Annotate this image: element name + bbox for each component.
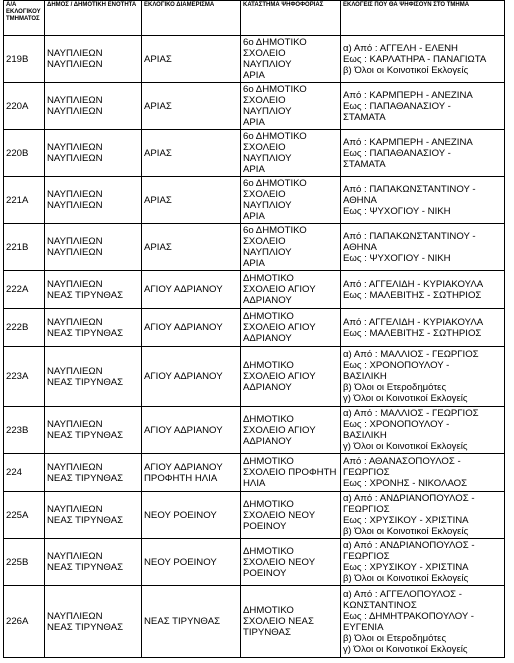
voters-cell: Από : ΚΑΡΜΠΕΡΗ - ΑΝΕΖΙΝΑ Εως : ΠΑΠΑΘΑΝΑΣΙΟΥ - ΣΤΑΜΑΤΑ — [341, 130, 505, 177]
table-row — [4, 492, 505, 539]
section-number-cell: 219Β — [4, 36, 45, 83]
municipality-cell: ΝΑΥΠΛΙΕΩΝ ΝΕΑΣ ΤΙΡΥΝΘΑΣ — [45, 347, 142, 407]
electoral-district-cell: ΑΡΙΑΣ — [142, 177, 241, 224]
table-row — [4, 309, 505, 347]
section-number-cell: 220Β — [4, 130, 45, 177]
municipality-cell: ΝΑΥΠΛΙΕΩΝ ΝΕΑΣ ΤΙΡΥΝΘΑΣ — [45, 492, 142, 539]
municipality-cell: ΝΑΥΠΛΙΕΩΝ ΝΕΑΣ ΤΙΡΥΝΘΑΣ — [45, 407, 142, 454]
voters-cell: α) Από : ΑΝΔΡΙΑΝΟΠΟΥΛΟΣ - ΓΕΩΡΓΙΟΣ Εως : ΧΡΥΣΙΚΟΥ - ΧΡΙΣΤΙΝΑ β) Όλοι οι Κοινοτικοί Εκλογείς — [341, 539, 505, 586]
table-row — [4, 130, 505, 177]
electoral-district-cell: ΝΕΑΣ ΤΙΡΥΝΘΑΣ — [142, 586, 241, 658]
section-number-cell: 225Β — [4, 539, 45, 586]
voters-cell: α) Από : ΑΝΔΡΙΑΝΟΠΟΥΛΟΣ - ΓΕΩΡΓΙΟΣ Εως : ΧΡΥΣΙΚΟΥ - ΧΡΙΣΤΙΝΑ β) Όλοι οι Κοινοτικοί Εκλογείς — [341, 492, 505, 539]
header-polling-station: ΚΑΤΑΣΤΗΜΑ ΨΗΦΟΦΟΡΙΑΣ — [241, 1, 341, 36]
header-electoral-district: ΕΚΛΟΓΙΚΟ ΔΙΑΜΕΡΙΣΜΑ — [142, 1, 241, 36]
voters-cell: Από : ΑΓΓΕΛΙΔΗ - ΚΥΡΙΑΚΟΥΛΑ Εως : ΜΑΛΕΒΙΤΗΣ - ΣΩΤΗΡΙΟΣ — [341, 271, 505, 309]
table-row — [4, 539, 505, 586]
electoral-district-cell: ΑΓΙΟΥ ΑΔΡΙΑΝΟΥ — [142, 309, 241, 347]
electoral-district-cell: ΑΡΙΑΣ — [142, 224, 241, 271]
header-municipality: ΔΗΜΟΣ / ΔΗΜΟΤΙΚΗ ΕΝΟΤΗΤΑ — [45, 1, 142, 36]
polling-station-cell: ΔΗΜΟΤΙΚΟ ΣΧΟΛΕΙΟ ΑΓΙΟΥ ΑΔΡΙΑΝΟΥ — [241, 309, 341, 347]
table-header-row — [4, 1, 505, 36]
section-number-cell: 222Β — [4, 309, 45, 347]
voters-cell: Από : ΑΘΑΝΑΣΟΠΟΥΛΟΣ - ΓΕΩΡΓΙΟΣ Εως : ΧΡΟΝΗΣ - ΝΙΚΟΛΑΟΣ — [341, 454, 505, 492]
header-section-number: Α/Α ΕΚΛΟΓΙΚΟΥ ΤΜΗΜΑΤΟΣ — [4, 1, 45, 36]
voters-cell: α) Από : ΜΑΛΛΙΟΣ - ΓΕΩΡΓΙΟΣ Εως : ΧΡΟΝΟΠΟΥΛΟΥ - ΒΑΣΙΛΙΚΗ γ) Όλοι οι Κοινοτικοί Εκλογείς — [341, 407, 505, 454]
municipality-cell: ΝΑΥΠΛΙΕΩΝ ΝΑΥΠΛΙΕΩΝ — [45, 83, 142, 130]
section-number-cell: 224 — [4, 454, 45, 492]
municipality-cell: ΝΑΥΠΛΙΕΩΝ ΝΕΑΣ ΤΙΡΥΝΘΑΣ — [45, 539, 142, 586]
electoral-district-cell: ΑΓΙΟΥ ΑΔΡΙΑΝΟΥ — [142, 271, 241, 309]
table-row — [4, 83, 505, 130]
table-row — [4, 586, 505, 658]
section-number-cell: 223Α — [4, 347, 45, 407]
polling-station-cell: ΔΗΜΟΤΙΚΟ ΣΧΟΛΕΙΟ ΑΓΙΟΥ ΑΔΡΙΑΝΟΥ — [241, 271, 341, 309]
electoral-district-cell: ΑΓΙΟΥ ΑΔΡΙΑΝΟΥ — [142, 347, 241, 407]
table-row — [4, 224, 505, 271]
section-number-cell: 223Β — [4, 407, 45, 454]
header-voters: ΕΚΛΟΓΕΙΣ ΠΟΥ ΘΑ ΨΗΦΙΣΟΥΝ ΣΤΟ ΤΜΗΜΑ — [341, 1, 505, 36]
polling-station-cell: ΔΗΜΟΤΙΚΟ ΣΧΟΛΕΙΟ ΝΕΟΥ ΡΟΕΙΝΟΥ — [241, 539, 341, 586]
municipality-cell: ΝΑΥΠΛΙΕΩΝ ΝΑΥΠΛΙΕΩΝ — [45, 177, 142, 224]
electoral-district-cell: ΝΕΟΥ ΡΟΕΙΝΟΥ — [142, 492, 241, 539]
municipality-cell: ΝΑΥΠΛΙΕΩΝ ΝΑΥΠΛΙΕΩΝ — [45, 224, 142, 271]
polling-station-cell: ΔΗΜΟΤΙΚΟ ΣΧΟΛΕΙΟ ΠΡΟΦΗΤΗ ΗΛΙΑ — [241, 454, 341, 492]
electoral-district-cell: ΑΡΙΑΣ — [142, 36, 241, 83]
section-number-cell: 222Α — [4, 271, 45, 309]
municipality-cell: ΝΑΥΠΛΙΕΩΝ ΝΑΥΠΛΙΕΩΝ — [45, 36, 142, 83]
polling-sections-table — [3, 0, 505, 658]
section-number-cell: 220Α — [4, 83, 45, 130]
electoral-district-cell: ΑΓΙΟΥ ΑΔΡΙΑΝΟΥ ΠΡΟΦΗΤΗ ΗΛΙΑ — [142, 454, 241, 492]
table-row — [4, 271, 505, 309]
table-row — [4, 36, 505, 83]
electoral-district-cell: ΝΕΟΥ ΡΟΕΙΝΟΥ — [142, 539, 241, 586]
section-number-cell: 221Β — [4, 224, 45, 271]
polling-station-cell: ΔΗΜΟΤΙΚΟ ΣΧΟΛΕΙΟ ΑΓΙΟΥ ΑΔΡΙΑΝΟΥ — [241, 407, 341, 454]
voters-cell: α) Από : ΜΑΛΛΙΟΣ - ΓΕΩΡΓΙΟΣ Εως : ΧΡΟΝΟΠΟΥΛΟΥ - ΒΑΣΙΛΙΚΗ β) Όλοι οι Ετεροδημότες γ) Όλοι οι Κοινοτικοί Εκλογείς — [341, 347, 505, 407]
municipality-cell: ΝΑΥΠΛΙΕΩΝ ΝΕΑΣ ΤΙΡΥΝΘΑΣ — [45, 309, 142, 347]
polling-station-cell: 6ο ΔΗΜΟΤΙΚΟ ΣΧΟΛΕΙΟ ΝΑΥΠΛΙΟΥ ΑΡΙΑ — [241, 224, 341, 271]
municipality-cell: ΝΑΥΠΛΙΕΩΝ ΝΕΑΣ ΤΙΡΥΝΘΑΣ — [45, 586, 142, 658]
polling-station-cell: 6ο ΔΗΜΟΤΙΚΟ ΣΧΟΛΕΙΟ ΝΑΥΠΛΙΟΥ ΑΡΙΑ — [241, 83, 341, 130]
voters-cell: Από : ΚΑΡΜΠΕΡΗ - ΑΝΕΖΙΝΑ Εως : ΠΑΠΑΘΑΝΑΣΙΟΥ - ΣΤΑΜΑΤΑ — [341, 83, 505, 130]
polling-station-cell: 6ο ΔΗΜΟΤΙΚΟ ΣΧΟΛΕΙΟ ΝΑΥΠΛΙΟΥ ΑΡΙΑ — [241, 177, 341, 224]
polling-station-cell: ΔΗΜΟΤΙΚΟ ΣΧΟΛΕΙΟ ΝΕΑΣ ΤΙΡΥΝΘΑΣ — [241, 586, 341, 658]
polling-station-cell: ΔΗΜΟΤΙΚΟ ΣΧΟΛΕΙΟ ΝΕΟΥ ΡΟΕΙΝΟΥ — [241, 492, 341, 539]
table-row — [4, 347, 505, 407]
polling-station-cell: 6ο ΔΗΜΟΤΙΚΟ ΣΧΟΛΕΙΟ ΝΑΥΠΛΙΟΥ ΑΡΙΑ — [241, 130, 341, 177]
electoral-district-cell: ΑΓΙΟΥ ΑΔΡΙΑΝΟΥ — [142, 407, 241, 454]
polling-station-cell: 6ο ΔΗΜΟΤΙΚΟ ΣΧΟΛΕΙΟ ΝΑΥΠΛΙΟΥ ΑΡΙΑ — [241, 36, 341, 83]
section-number-cell: 226Α — [4, 586, 45, 658]
voters-cell: α) Από : ΑΓΓΕΛΗ - ΕΛΕΝΗ Εως : ΚΑΡΛΑΤΗΡΑ - ΠΑΝΑΓΙΩΤΑ β) Όλοι οι Κοινοτικοί Εκλογείς — [341, 36, 505, 83]
section-number-cell: 225Α — [4, 492, 45, 539]
electoral-district-cell: ΑΡΙΑΣ — [142, 83, 241, 130]
table-row — [4, 407, 505, 454]
table-row — [4, 177, 505, 224]
municipality-cell: ΝΑΥΠΛΙΕΩΝ ΝΕΑΣ ΤΙΡΥΝΘΑΣ — [45, 454, 142, 492]
municipality-cell: ΝΑΥΠΛΙΕΩΝ ΝΕΑΣ ΤΙΡΥΝΘΑΣ — [45, 271, 142, 309]
electoral-district-cell: ΑΡΙΑΣ — [142, 130, 241, 177]
municipality-cell: ΝΑΥΠΛΙΕΩΝ ΝΑΥΠΛΙΕΩΝ — [45, 130, 142, 177]
table-row — [4, 454, 505, 492]
voters-cell: Από : ΑΓΓΕΛΙΔΗ - ΚΥΡΙΑΚΟΥΛΑ Εως : ΜΑΛΕΒΙΤΗΣ - ΣΩΤΗΡΙΟΣ — [341, 309, 505, 347]
voters-cell: Από : ΠΑΠΑΚΩΝΣΤΑΝΤΙΝΟΥ - ΑΘΗΝΑ Εως : ΨΥΧΟΓΙΟΥ - ΝΙΚΗ — [341, 177, 505, 224]
polling-station-cell: ΔΗΜΟΤΙΚΟ ΣΧΟΛΕΙΟ ΑΓΙΟΥ ΑΔΡΙΑΝΟΥ — [241, 347, 341, 407]
voters-cell: Από : ΠΑΠΑΚΩΝΣΤΑΝΤΙΝΟΥ - ΑΘΗΝΑ Εως : ΨΥΧΟΓΙΟΥ - ΝΙΚΗ — [341, 224, 505, 271]
section-number-cell: 221Α — [4, 177, 45, 224]
voters-cell: α) Από : ΑΓΓΕΛΟΠΟΥΛΟΣ - ΚΩΝΣΤΑΝΤΙΝΟΣ Εως : ΔΗΜΗΤΡΑΚΟΠΟΥΛΟΥ - ΕΥΓΕΝΙΑ β) Όλοι οι Ετεροδημότες γ) Όλοι οι Κοινοτικοί Εκλογείς — [341, 586, 505, 658]
